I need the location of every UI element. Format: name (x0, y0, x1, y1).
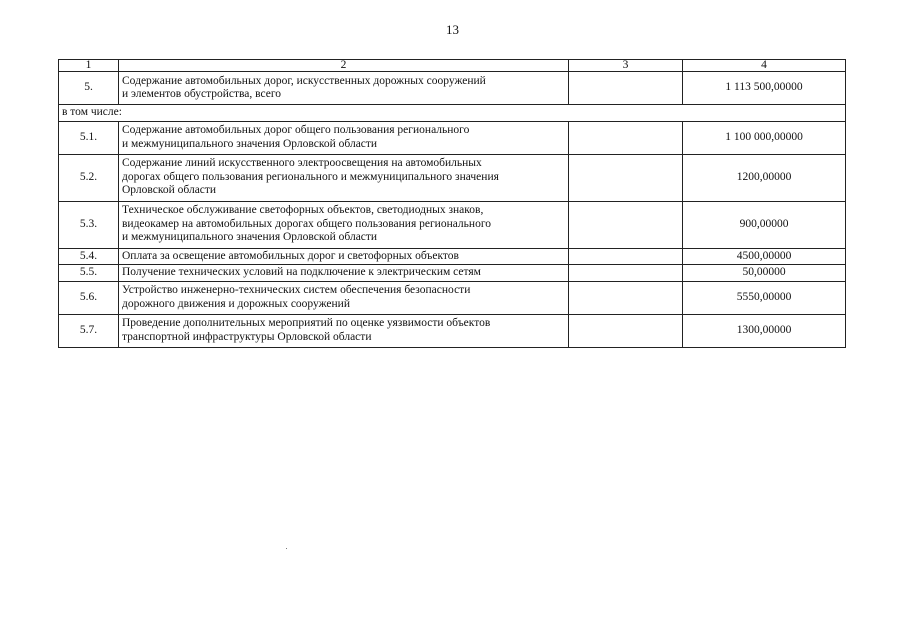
row-description (119, 248, 569, 265)
row-number: 5.2. (59, 154, 119, 201)
table-row (59, 154, 846, 201)
row-amount: 50,00000 (683, 265, 846, 282)
description-line: Орловской области (122, 184, 217, 197)
description-line: Получение технических условий на подключение к электрическим сетям (122, 266, 481, 278)
row-column-3 (569, 121, 683, 154)
row-description (119, 201, 569, 248)
column-number-2: 2 (119, 60, 569, 72)
column-number-4: 4 (683, 60, 846, 72)
page-number: 13 (446, 22, 459, 37)
row-number: 5.4. (59, 248, 119, 265)
row-column-3 (569, 281, 683, 314)
description-line: и межмуниципального значения Орловской области (122, 137, 378, 150)
row-column-3 (569, 154, 683, 201)
row-description (119, 154, 569, 201)
row-number: 5. (59, 72, 119, 105)
budget-table-body (59, 60, 846, 348)
row-number: 5.7. (59, 314, 119, 347)
row-amount: 900,00000 (683, 201, 846, 248)
table-row (59, 281, 846, 314)
column-number-3: 3 (569, 60, 683, 72)
row-number: 5.1. (59, 121, 119, 154)
description-line: Содержание автомобильных дорог общего пользования регионального (122, 124, 470, 136)
row-description (119, 314, 569, 347)
description-line: Проведение дополнительных мероприятий по оценке уязвимости объектов (122, 317, 491, 329)
row-amount: 1200,00000 (683, 154, 846, 201)
description-line: Оплата за освещение автомобильных дорог и светофорных объектов (122, 249, 459, 262)
column-number-1: 1 (59, 60, 119, 72)
row-column-3 (569, 72, 683, 105)
row-amount: 4500,00000 (683, 248, 846, 265)
row-description (119, 265, 569, 282)
description-line: видеокамер на автомобильных дорогах общего пользования регионального (122, 217, 492, 230)
description-line: Устройство инженерно-технических систем обеспечения безопасности (122, 284, 471, 296)
row-column-3 (569, 201, 683, 248)
description-line: Содержание автомобильных дорог, искусственных дорожных сооружений (122, 74, 486, 87)
table-row (59, 72, 846, 105)
row-description (119, 281, 569, 314)
description-line: и элементов обустройства, всего (122, 88, 282, 100)
table-row (59, 121, 846, 154)
row-amount: 1 113 500,00000 (683, 72, 846, 105)
scan-speck (286, 548, 287, 549)
row-amount: 5550,00000 (683, 281, 846, 314)
table-row (59, 248, 846, 265)
subheader-text: в том числе: (59, 105, 846, 122)
row-amount: 1 100 000,00000 (683, 121, 846, 154)
table-row (59, 314, 846, 347)
table-row (59, 265, 846, 282)
description-line: и межмуниципального значения Орловской области (122, 231, 378, 244)
description-line: транспортной инфраструктуры Орловской области (122, 330, 372, 343)
description-line: дорогах общего пользования регионального и межмуниципального значения (122, 170, 499, 183)
description-line: дорожного движения и дорожных сооружений (122, 297, 350, 310)
budget-table (58, 59, 846, 348)
description-line: Содержание линий искусственного электроосвещения на автомобильных (122, 157, 482, 170)
row-number: 5.6. (59, 281, 119, 314)
row-number: 5.5. (59, 265, 119, 282)
table-header-row (59, 60, 846, 72)
row-description (119, 121, 569, 154)
row-number: 5.3. (59, 201, 119, 248)
row-column-3 (569, 248, 683, 265)
description-line: Техническое обслуживание светофорных объектов, светодиодных знаков, (122, 204, 484, 217)
table-subheader-row (59, 105, 846, 122)
row-column-3 (569, 265, 683, 282)
table-row (59, 201, 846, 248)
row-column-3 (569, 314, 683, 347)
row-amount: 1300,00000 (683, 314, 846, 347)
row-description (119, 72, 569, 105)
